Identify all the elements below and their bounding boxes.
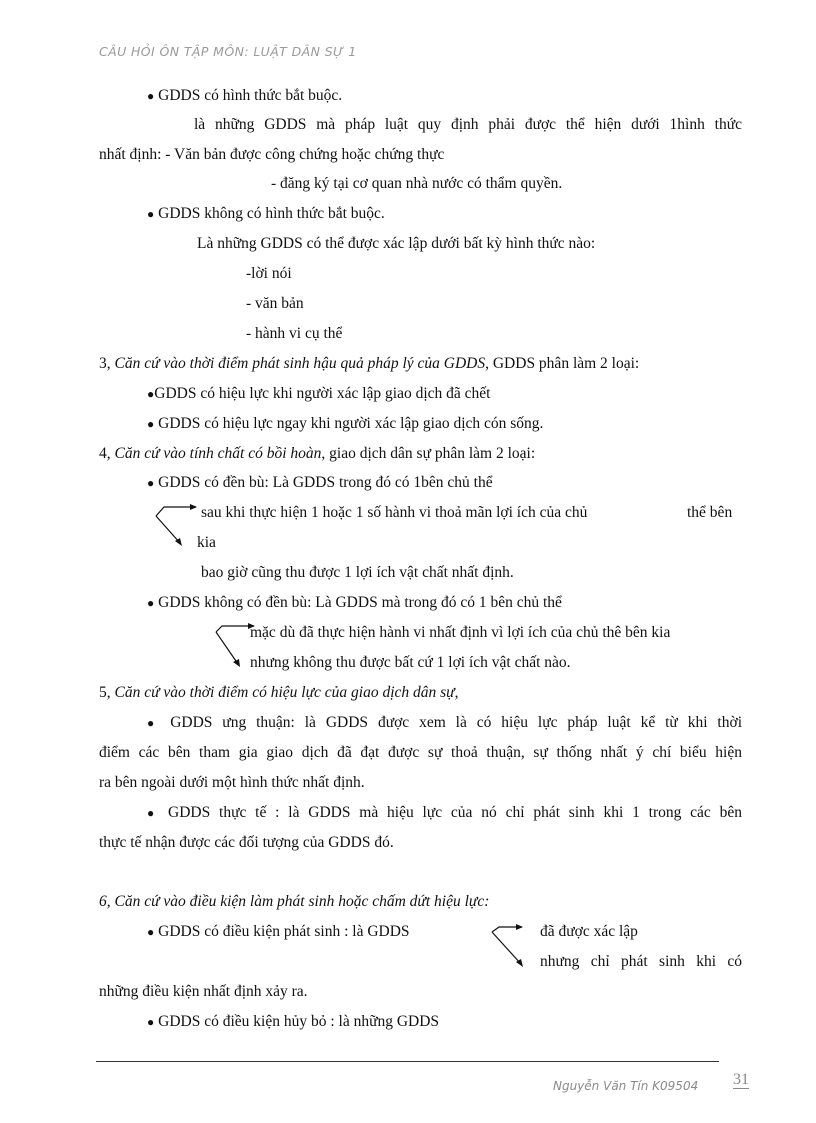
paragraph-line: nhất định: - Văn bản được công chứng hoặc chứng thực: [99, 146, 445, 163]
paragraph-line: là những GDDS mà pháp luật quy định phải được thể hiện dưới 1hình thức: [194, 116, 742, 133]
paragraph-line: những điều kiện nhất định xảy ra.: [99, 983, 308, 1000]
paragraph-line: Là những GDDS có thể được xác lập dưới bất kỳ hình thức nào:: [197, 235, 596, 252]
paragraph-line: thực tế nhận được các đối tượng của GDDS đó.: [99, 834, 394, 851]
paragraph-line: - đăng ký tại cơ quan nhà nước có thẩm quyền.: [271, 175, 563, 192]
paragraph-line: thể bên: [687, 504, 733, 521]
list-item: ● GDDS có đền bù: Là GDDS trong đó có 1bên chủ thể: [147, 474, 493, 491]
section-heading: 4, Căn cứ vào tính chất có bồi hoàn, giao dịch dân sự phân làm 2 loại:: [99, 445, 536, 462]
bullet-icon: ●: [147, 387, 155, 401]
bullet-icon: ●: [147, 806, 160, 820]
list-item: ● GDDS không có hình thức bắt buộc.: [147, 205, 385, 222]
section-heading: 6, Căn cứ vào điều kiện làm phát sinh hoặc chấm dứt hiệu lực:: [99, 893, 490, 910]
list-item: ● GDDS có điều kiện hủy bỏ : là những GDDS: [147, 1013, 440, 1030]
branch-arrow-icon: [152, 503, 202, 551]
bullet-icon: ●: [147, 1015, 155, 1029]
list-item: ● GDDS không có đền bù: Là GDDS mà trong đó có 1 bên chủ thể: [147, 594, 562, 611]
section-heading: 3, Căn cứ vào thời điểm phát sinh hậu quả pháp lý của GDDS, GDDS phân làm 2 loại:: [99, 355, 640, 372]
list-item: ● GDDS có điều kiện phát sinh : là GDDS: [147, 923, 410, 940]
section-heading: 5, Căn cứ vào thời điểm có hiệu lực của giao dịch dân sự,: [99, 684, 459, 701]
list-item: ● GDDS có hình thức bắt buộc.: [147, 87, 343, 104]
paragraph-line: sau khi thực hiện 1 hoặc 1 số hành vi thoả mãn lợi ích của chủ: [201, 504, 588, 521]
paragraph-line: nhưng chỉ phát sinh khi có: [540, 953, 742, 970]
list-item: ● GDDS có hiệu lực ngay khi người xác lập giao dịch cón sống.: [147, 415, 544, 432]
paragraph-line: -lời nói: [246, 265, 292, 282]
list-item: ●GDDS có hiệu lực khi người xác lập giao dịch đã chết: [147, 385, 491, 402]
bullet-icon: ●: [147, 925, 155, 939]
paragraph-line: đã được xác lập: [540, 923, 638, 940]
footer-divider: [96, 1061, 719, 1062]
list-item: ● GDDS thực tế : là GDDS mà hiệu lực của nó chỉ phát sinh khi 1 trong các bên: [147, 804, 743, 821]
bullet-icon: ●: [147, 207, 155, 221]
paragraph-line: ra bên ngoài dưới một hình thức nhất định.: [99, 774, 365, 791]
bullet-icon: ●: [147, 596, 155, 610]
branch-arrow-icon: [489, 922, 539, 970]
paragraph-line: bao giờ cũng thu được 1 lợi ích vật chất nhất định.: [201, 564, 514, 581]
paragraph-line: nhưng không thu được bất cứ 1 lợi ích vật chất nào.: [250, 654, 571, 671]
footer-author: Nguyễn Văn Tín K09504: [553, 1079, 699, 1093]
list-item: ● GDDS ưng thuận: là GDDS được xem là có hiệu lực pháp luật kể từ khi thời: [147, 714, 742, 731]
running-header: CÂU HỎI ÔN TẬP MÔN: LUẬT DÂN SỰ 1: [99, 44, 357, 59]
bullet-icon: ●: [147, 417, 155, 431]
bullet-icon: ●: [147, 89, 155, 103]
bullet-icon: ●: [147, 476, 155, 490]
paragraph-line: mặc dù đã thực hiện hành vi nhất định vì lợi ích của chủ thê bên kia: [250, 624, 671, 641]
paragraph-line: - hành vi cụ thể: [246, 325, 343, 342]
paragraph-line: kia: [197, 534, 216, 551]
paragraph-line: - văn bản: [246, 295, 304, 312]
bullet-icon: ●: [147, 716, 161, 730]
page-number: 31: [733, 1071, 749, 1088]
paragraph-line: điểm các bên tham gia giao dịch đã đạt được sự thoả thuận, sự thống nhất ý chí biểu hiện: [99, 744, 742, 761]
